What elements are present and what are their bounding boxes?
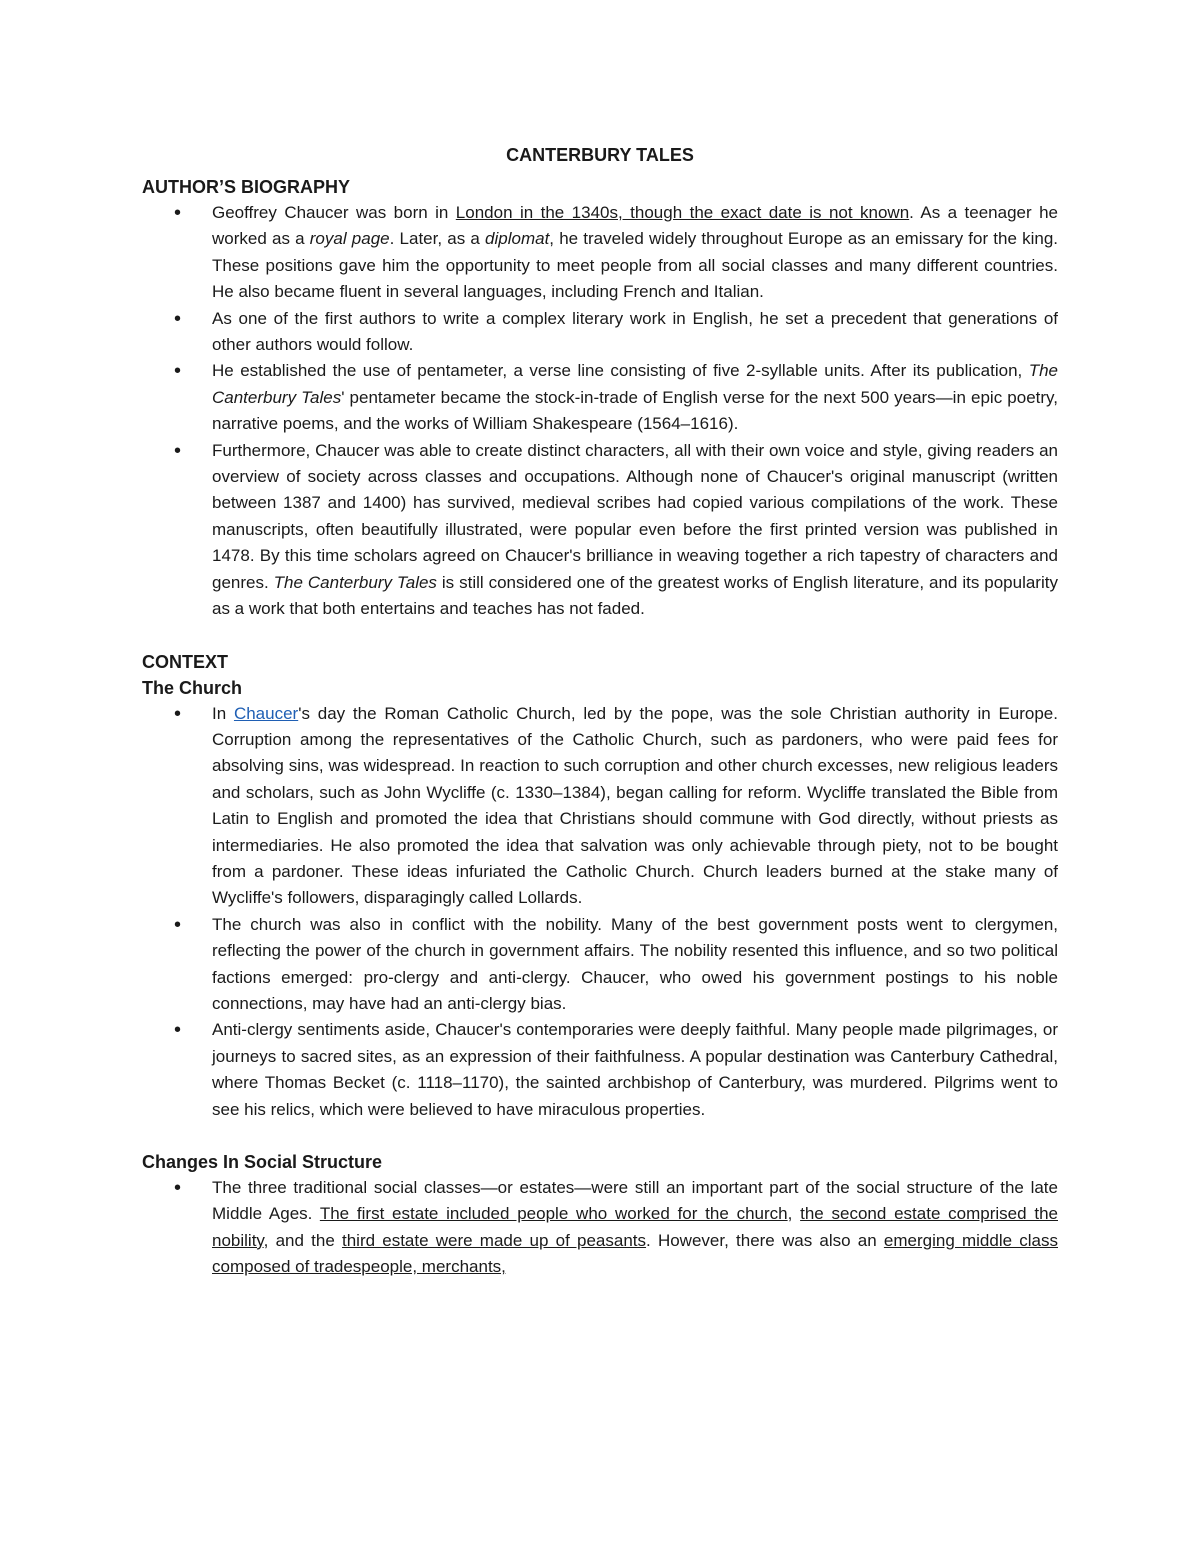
text-run: In — [212, 703, 234, 723]
underlined-text: London in the 1340s, though the exact date is not known — [455, 203, 910, 222]
list-item — [212, 306, 1058, 359]
text-run: As one of the first authors to write a complex literary work in English, he set a precedent that generations of other authors would follow. — [212, 308, 1058, 355]
underlined-text: the second estate comprised the nobility — [212, 1204, 1058, 1250]
text-run: 's day the Roman Catholic Church, led by the pope, was the sole Christian authority in Europe. Corruption among the representatives of the Catholic Church, such as pardoners, who were paid fees for absolving sins, was widespread. In reaction to such corruption and other church excesses, new religious leaders and scholars, such as John Wycliffe (c. 1330–1384), began calling for reform. Wycliffe translated the Bible from Latin to English and promoted the idea that Christians should commune with God directly, without priests as intermediaries. He also promoted the idea that salvation was only achievable through piety, not to be bought from a pardoner. These ideas infuriated the Catholic Church. Church leaders burned at the stake many of Wycliffe's followers, disparagingly called Lollards. — [212, 703, 1058, 908]
list-item — [212, 438, 1058, 623]
underlined-text: emerging middle class composed of tradespeople, merchants, — [212, 1230, 1058, 1277]
underlined-text: The first estate included people who worked for the church — [319, 1204, 788, 1224]
social-structure-heading: Changes In Social Structure — [142, 1152, 383, 1172]
text-run: , he traveled widely throughout Europe as an emissary for the king. These positions gave him the opportunity to meet people from all social classes and many different countries. He also became fluent in several languages, including French and Italian. — [212, 229, 1059, 302]
underlined-text: third estate were made up of peasants — [341, 1230, 647, 1250]
list-item — [212, 1017, 1058, 1123]
spacer — [142, 1123, 1058, 1149]
list-item — [212, 701, 1058, 912]
text-run: He established the use of pentameter, a verse line consisting of five 2-syllable units. After its publication, — [212, 361, 1029, 381]
text-run: Geoffrey Chaucer was born in — [212, 203, 456, 222]
social-structure-list — [142, 1175, 1058, 1281]
document-body — [142, 142, 1058, 1281]
biography-list — [142, 200, 1058, 623]
text-run: Furthermore, Chaucer was able to create distinct characters, all with their own voice and style, giving readers an overview of society across classes and occupations. Although none of Chaucer's original manuscript (written between 1387 and 1400) has survived, medieval scribes had copied various compilations of the work. These manuscripts, often beautifully illustrated, were popular even before the first printed version was published in 1478. By this time scholars agreed on Chaucer's brilliance in weaving together a rich tapestry of characters and genres. — [212, 440, 1058, 592]
text-run: Anti-clergy sentiments aside, Chaucer's contemporaries were deeply faithful. Many people made pilgrimages, or journeys to sacred sites, as an expression of their faithfulness. A popular destination was Canterbury Cathedral, where Thomas Becket (c. 1118–1170), the sainted archbishop of Canterbury, was murdered. Pilgrims went to see his relics, which were believed to have miraculous properties. — [212, 1020, 1058, 1119]
text-run: , — [787, 1204, 801, 1224]
text-run: . As a teenager he worked as a — [212, 203, 1058, 249]
list-item — [212, 200, 1058, 306]
list-item — [212, 358, 1058, 437]
list-item — [212, 912, 1058, 1018]
text-run: ' pentameter became the stock-in-trade of English verse for the next 500 years—in epic poetry, narrative poems, and the works of William Shakespeare (1564–1616). — [212, 387, 1058, 434]
text-run: . However, there was also an — [646, 1230, 884, 1250]
text-run: The church was also in conflict with the nobility. Many of the best government posts went to clergymen, reflecting the power of the church in government affairs. The nobility resented this influence, and so two political factions emerged: pro-clergy and anti-clergy. Chaucer, who owed his government postings to his noble connections, may have had an anti-clergy bias. — [212, 914, 1058, 1013]
text-run: . Later, as a — [389, 229, 486, 249]
document-title: CANTERBURY TALES — [506, 145, 694, 165]
italic-text: The Canterbury Tales — [273, 572, 437, 592]
hyperlink[interactable]: Chaucer — [233, 703, 299, 723]
biography-heading: AUTHOR’S BIOGRAPHY — [142, 177, 351, 197]
text-run: , and the — [263, 1230, 342, 1250]
spacer — [142, 623, 1058, 649]
text-run: The three traditional social classes—or estates—were still an important part of the social structure of the late Middle Ages. — [212, 1178, 1058, 1224]
church-heading: The Church — [142, 677, 243, 698]
italic-text: royal page — [309, 229, 390, 249]
context-heading: CONTEXT — [142, 651, 229, 672]
italic-text: The Canterbury Tales — [212, 361, 1058, 407]
italic-text: diplomat — [485, 229, 550, 249]
list-item — [212, 1175, 1058, 1281]
text-run: is still considered one of the greatest works of English literature, and its popularity as a work that both entertains and teaches has not faded. — [212, 572, 1058, 619]
church-list — [142, 701, 1058, 1124]
